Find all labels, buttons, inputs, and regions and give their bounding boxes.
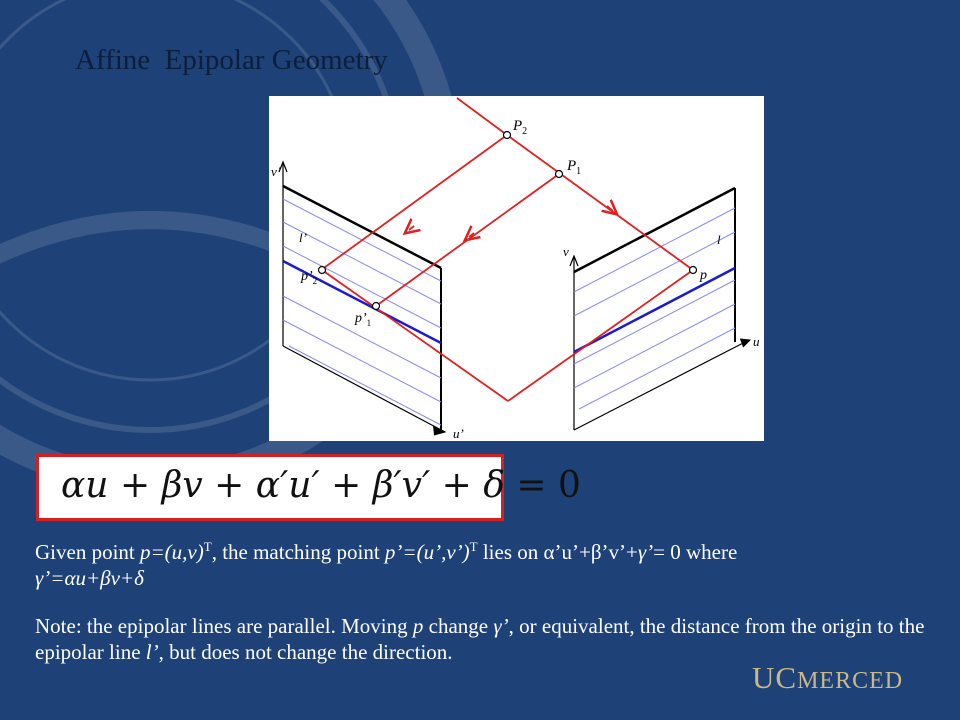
label-v-prime: v’ xyxy=(271,164,282,179)
label-p1-prime: $p’_1$ xyxy=(355,311,372,328)
right-epipolar-line xyxy=(574,268,735,352)
point-p2-prime xyxy=(319,267,326,274)
label-l-prime: l’ xyxy=(299,230,307,245)
point-p xyxy=(690,267,697,274)
uc-merced-logo: UCMERCED xyxy=(752,660,904,695)
point-P1 xyxy=(556,171,563,178)
label-l: l xyxy=(717,232,721,247)
explanation-paragraph: Given point $p=(u,v)^T$, the matching point p’=(u’,v’)$^T$ lies on α’u’+β’v’+γ’= 0 where γ’=αu+βv+δ xyxy=(35,539,738,590)
label-p2-prime: $p’_2$ xyxy=(301,269,318,286)
slide-title: Affine Epipolar Geometry xyxy=(75,44,388,76)
label-u-prime: u’ xyxy=(453,426,464,441)
equation-box xyxy=(36,454,581,521)
note-paragraph: Note: the epipolar lines are parallel. Moving p change γ’, or equivalent, the distance from the origin to the epipolar line l’, but does not change the direction. xyxy=(35,614,925,664)
affine-epipolar-equation: αu + βv + α′u′ + β′v′ + δ = 0 xyxy=(61,465,581,506)
point-p1-prime xyxy=(373,303,380,310)
label-P2: $P_2$ xyxy=(513,118,528,137)
right-image-plane xyxy=(570,188,750,430)
label-v: v xyxy=(563,244,569,259)
point-P2 xyxy=(504,132,511,139)
label-P1: $P_1$ xyxy=(567,158,582,177)
label-u: u xyxy=(753,334,760,349)
epipolar-figure xyxy=(269,96,764,441)
epipolar-diagram xyxy=(269,96,764,441)
scene-and-image-points xyxy=(319,132,697,310)
label-p: p xyxy=(700,268,707,283)
